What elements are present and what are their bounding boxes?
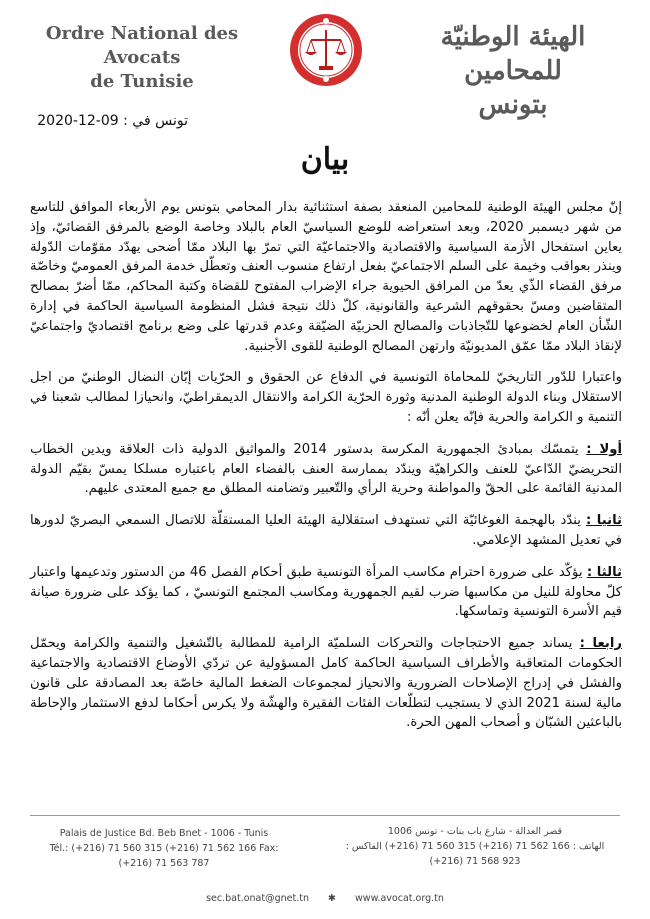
point-text: يندّد بالهجمة الغوغائيّة التي تستهدف استقلالية الهيئة العليا المستقلّة للاتصال السمعي البصريّ لدورها في تعديل المشهد الإعلامي. xyxy=(30,513,622,548)
point-second xyxy=(30,511,622,551)
point-fourth xyxy=(30,634,622,733)
context-paragraph: واعتبارا للدّور التاريخيّ للمحاماة التونسية في الدفاع عن الحقوق و الحرّيات إبّان النضال الوطنيّ من اجل الاستقلال وبناء الدولة الوطنية المدنية وثورة الحرّية الكرامة والانتقال الديمقراطيّ، وانحيازا لمطالب شعبنا في التنمية و الكرامة والحرية فإنّه يعلن أنّه : xyxy=(30,370,622,425)
website-link[interactable]: www.avocat.org.tn xyxy=(355,893,444,904)
point-label: ثانيا : xyxy=(586,513,622,529)
organization-name-ar xyxy=(398,20,628,122)
point-label: رابعا : xyxy=(579,636,622,652)
footer-phones-ar: الهاتف : 166 562 71 (216+) 315 560 71 (216+) الفاكس : 923 568 71 (216+) xyxy=(345,841,605,867)
point-third xyxy=(30,563,622,622)
separator-star-icon: ✱ xyxy=(328,893,336,904)
statement-body xyxy=(30,198,622,745)
intro-paragraph: إنّ مجلس الهيئة الوطنية للمحامين المنعقد بصفة استثنائية بدار المحامي بتونس يوم الأربعاء الموافق للتاسع من شهر ديسمبر 2020، وبعد استعراضه للوضع السياسيّ العام بالبلاد وخاصة الوضع بالمرفق القضائيّ، وإذ يعاين استفحال الأزمة السياسية والاقتصادية والاجتماعيّة التي تمرّ بها البلاد ممّا أضحى يهدّد مقوّمات الدّولة وينذر بعواقب وخيمة على السلم الاجتماعيّ بفعل ارتفاع منسوب العنف وتعطّل خدمة المرفق العموميّ وخاصّة مرفق القضاء الذّي يعدّ من المرافق الحيوية جراء الإضراب المفتوح للقضاة وكتبة المحاكم، ممّا أضرّ بمصالح المتقاضين ومسّ بحقوقهم الشرعية والقانونية، كلّ ذلك نتيجة فشل المنظومة السياسية الحاكمة في إدارة الشّأن العام لخضوعها للتّجاذبات والمصالح الحزبيّة الضيّقة وعدم قدرتها على وضع برنامج اقتصاديّ واجتماعيّ لإنقاذ البلاد ممّا عمّق المديونيّة وارتهن المصالح الوطنية للقوى الأجنبية. xyxy=(30,200,622,354)
email-link[interactable]: sec.bat.onat@gnet.tn xyxy=(206,893,309,904)
footer-contact-fr xyxy=(34,826,294,871)
org-fr-line1: Ordre National des Avocats xyxy=(45,23,239,68)
point-text: يساند جميع الاحتجاجات والتحركات السلميّة الرامية للمطالبة بالتّشغيل والتنمية والكرامة ويحمّل الحكومات المتعاقبة والأطراف السياسية الحاكمة كامل المسؤولية عن تردّي الأوضاع الاقتصادية والاجتماعية والفشل في إدراج الإصلاحات الضرورية والانحياز لمجموعات الضغط المالية خاصّة بعد المصادقة على قانون مالية لسنة 2021 الذي لا يستجيب لتطلّعات الفئات الفقيرة والهشّة ولا يكرس أحكاما لدفع الاستثمار والإحاطة بالباعثين الشبّان و أصحاب المهن الحرة. xyxy=(30,636,622,731)
point-text: يتمسّك بمبادئ الجمهورية المكرسة بدستور 2014 والمواثيق الدولية ذات العلاقة ويدين الخطاب التحريضيّ الدّاعيّ للعنف والكراهيّة ويندّد بممارسة العنف بالفضاء العام باعتباره مسلكا يمسّ بقيّم الدولة المدنية القائمة على الحقّ والمواطنة وحرية الرأي والتّعبير وتضامنه المطلق مع جميع المعتدى عليهم. xyxy=(30,441,622,497)
footer-divider xyxy=(30,815,620,816)
point-label: ثالثا : xyxy=(586,564,622,580)
letterhead xyxy=(0,0,650,120)
point-label: أولا : xyxy=(586,441,622,457)
org-ar-line1: الهيئة الوطنيّة للمحامين xyxy=(440,22,586,86)
footer-phones-fr: Tél.: (+216) 71 560 315 (+216) 71 562 166 Fax: (+216) 71 563 787 xyxy=(49,843,279,869)
document-date: تونس في : 09-12-2020 xyxy=(37,113,188,129)
org-fr-line2: de Tunisie xyxy=(90,71,194,92)
point-text: يؤكّد على ضرورة احترام مكاسب المرأة التونسية طبق أحكام الفصل 46 من الدستور وتدعيمها واعتبار كلّ محاولة للنيل من مكاسبها ضرب لقيم الجمهورية ومكاسب المجتمع التونسيّ ، كما يؤكد على ضرورة صيانة قيم الأسرة التونسية وتماسكها. xyxy=(30,564,622,620)
bar-association-seal-icon xyxy=(287,10,365,92)
footer-web-contact xyxy=(0,893,650,904)
org-ar-line2: بتونس xyxy=(478,90,548,120)
footer-address-fr: Palais de Justice Bd. Beb Bnet - 1006 - Tunis xyxy=(59,828,269,839)
point-first xyxy=(30,440,622,499)
document-title: بيان xyxy=(300,142,350,177)
footer-contact-ar xyxy=(340,824,610,869)
footer-address-ar: قصر العدالة - شارع باب بنات - تونس 1006 xyxy=(387,826,563,837)
organization-name-fr xyxy=(28,22,256,94)
